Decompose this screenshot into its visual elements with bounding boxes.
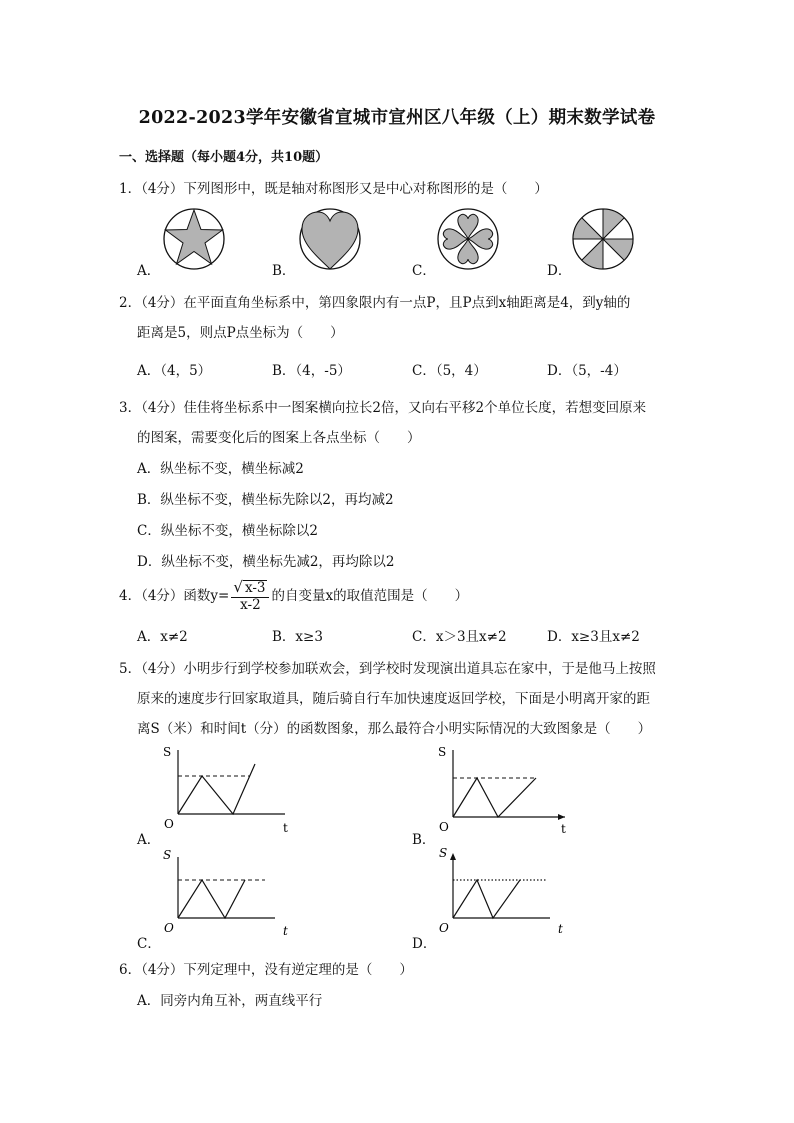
question-2-option-d[interactable]: D．（5，-4） bbox=[547, 363, 627, 379]
question-1-option-c[interactable]: C． bbox=[412, 263, 436, 279]
question-3-option-b[interactable]: B．纵坐标不变，横坐标先除以2，再均减2 bbox=[137, 492, 394, 508]
axis-label-s: S bbox=[438, 745, 447, 759]
question-6-option-a[interactable]: A．同旁内角互补，两直线平行 bbox=[137, 993, 323, 1009]
section-heading: 一、选择题（每小题4分，共10题） bbox=[119, 150, 329, 165]
x-axis-arrow-icon bbox=[558, 814, 565, 820]
question-4-stem bbox=[119, 580, 468, 613]
origin-label: O bbox=[164, 817, 174, 831]
graph-c bbox=[155, 845, 300, 940]
question-1-option-b[interactable]: B． bbox=[272, 263, 296, 279]
question-5-stem-line-1: 5．（4分）小明步行到学校参加联欢会，到学校时发现演出道具忘在家中，于是他马上按照 bbox=[119, 661, 656, 677]
question-5-stem-line-2: 原来的速度步行回家取道具，随后骑自行车加快速度返回学校，下面是小明离开家的距 bbox=[137, 691, 650, 707]
question-1-option-a[interactable]: A． bbox=[137, 263, 161, 279]
fraction-denominator: x-2 bbox=[240, 596, 261, 613]
graph-line bbox=[453, 880, 520, 918]
origin-label: O bbox=[439, 820, 449, 834]
figure-heart-in-circle bbox=[298, 207, 362, 271]
question-4-suffix: 的自变量x的取值范围是（ ） bbox=[271, 588, 469, 605]
origin-label: O bbox=[164, 921, 174, 935]
question-2-stem-line-1: 2．（4分）在平面直角坐标系中，第四象限内有一点P，且P点到x轴距离是4，到y轴的 bbox=[119, 295, 631, 311]
fraction bbox=[231, 580, 269, 613]
axis-label-t: t bbox=[561, 822, 566, 836]
question-5-option-a[interactable]: A． bbox=[137, 832, 161, 848]
figure-four-hearts-in-circle bbox=[436, 207, 500, 271]
axis-label-s: S bbox=[163, 848, 172, 862]
question-1-option-d[interactable]: D． bbox=[547, 263, 572, 279]
axis-label-t: t bbox=[283, 924, 288, 938]
question-2-option-c[interactable]: C．（5，4） bbox=[412, 363, 487, 379]
question-4-option-a[interactable]: A．x≠2 bbox=[137, 629, 188, 645]
question-5-option-d[interactable]: D． bbox=[412, 936, 437, 952]
question-3-option-c[interactable]: C．纵坐标不变，横坐标除以2 bbox=[137, 523, 318, 539]
axis-label-t: t bbox=[283, 821, 288, 835]
question-5-option-c[interactable]: C． bbox=[137, 936, 161, 952]
graph-b bbox=[430, 742, 580, 837]
y-axis-arrow-icon bbox=[450, 853, 456, 860]
figure-star-in-circle bbox=[162, 207, 226, 271]
question-4-option-d[interactable]: D．x≥3且x≠2 bbox=[547, 629, 640, 645]
axis-label-s: S bbox=[163, 745, 172, 759]
page-title: 2022-2023学年安徽省宣城市宣州区八年级（上）期末数学试卷 bbox=[138, 108, 656, 128]
question-2-option-b[interactable]: B．（4，-5） bbox=[272, 363, 351, 379]
axis-label-s: S bbox=[439, 846, 448, 860]
question-5-stem-line-3: 离S（米）和时间t（分）的函数图象，那么最符合小明实际情况的大致图象是（ ） bbox=[137, 721, 652, 737]
figure-pinwheel-in-circle bbox=[571, 207, 635, 271]
question-6-stem: 6．（4分）下列定理中，没有逆定理的是（ ） bbox=[119, 962, 413, 978]
question-4-option-c[interactable]: C．x＞3且x≠2 bbox=[412, 629, 507, 645]
graph-line bbox=[453, 778, 536, 817]
question-1-stem: 1．（4分）下列图形中，既是轴对称图形又是中心对称图形的是（ ） bbox=[119, 181, 548, 197]
question-2-stem-line-2: 距离是5，则点P点坐标为（ ） bbox=[137, 325, 344, 341]
question-5-option-b[interactable]: B． bbox=[412, 832, 436, 848]
question-3-option-a[interactable]: A．纵坐标不变，横坐标减2 bbox=[137, 461, 304, 477]
fraction-numerator: x-3 bbox=[244, 580, 266, 596]
question-4-option-b[interactable]: B．x≥3 bbox=[272, 629, 323, 645]
question-3-stem-line-1: 3．（4分）佳佳将坐标系中一图案横向拉长2倍，又向右平移2个单位长度，若想变回原来 bbox=[119, 400, 647, 416]
question-2-option-a[interactable]: A．（4，5） bbox=[137, 363, 212, 379]
question-3-option-d[interactable]: D．纵坐标不变，横坐标先减2，再均除以2 bbox=[137, 554, 395, 570]
graph-line bbox=[178, 764, 255, 814]
question-4-prefix: 4．（4分）函数y= bbox=[119, 588, 230, 605]
sqrt-icon: √ bbox=[233, 578, 243, 596]
graph-d bbox=[430, 845, 580, 940]
graph-a bbox=[155, 742, 300, 837]
graph-line bbox=[178, 880, 245, 918]
axis-label-t: t bbox=[558, 922, 563, 936]
origin-label: O bbox=[439, 921, 449, 935]
question-3-stem-line-2: 的图案，需要变化后的图案上各点坐标（ ） bbox=[137, 430, 421, 446]
